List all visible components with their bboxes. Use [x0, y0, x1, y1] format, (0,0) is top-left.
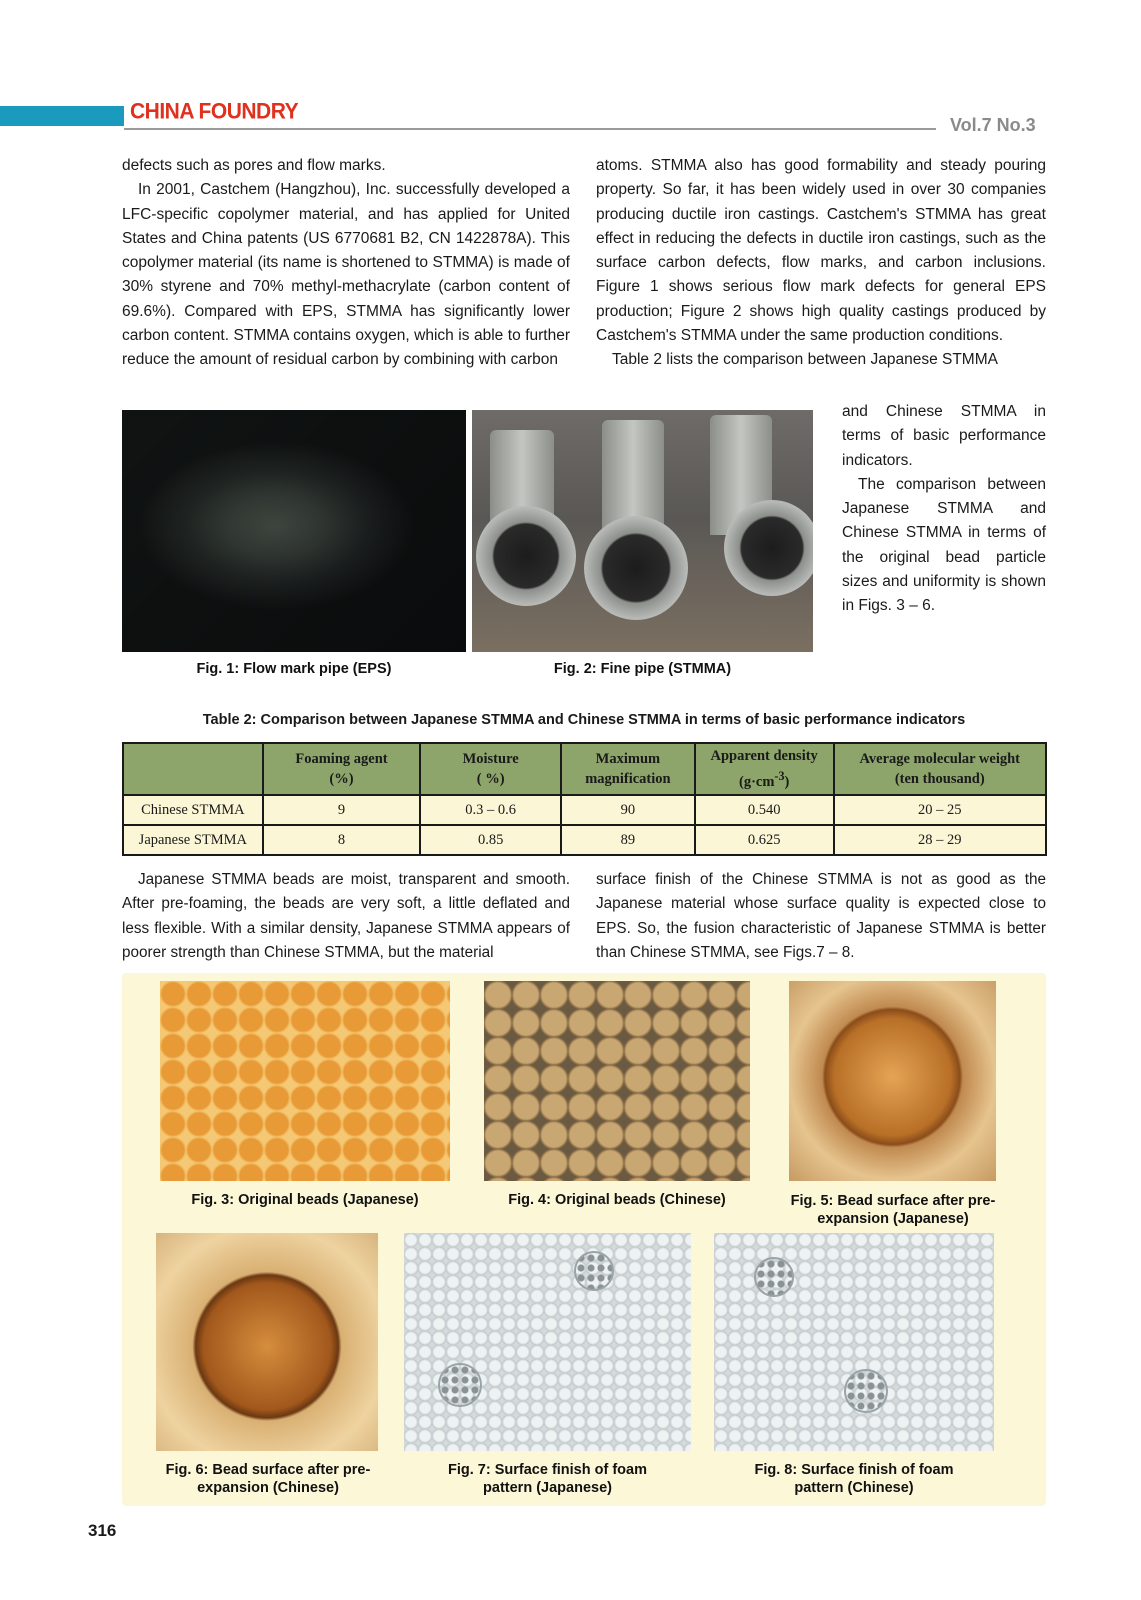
table-row	[123, 795, 1046, 825]
fig1-caption: Fig. 1: Flow mark pipe (EPS)	[196, 661, 392, 677]
table-cell: Japanese STMMA	[123, 825, 263, 855]
fig8-foam-surface-chinese-photo	[714, 1233, 994, 1451]
pipe-flange	[584, 516, 688, 620]
table-cell: 0.625	[695, 825, 834, 855]
header-rule	[124, 128, 936, 130]
pipe-flange	[724, 500, 813, 596]
comparison-table	[122, 742, 1047, 856]
text-column-right	[596, 154, 1046, 373]
table-header-cell: Maximum magnification	[561, 743, 695, 795]
fig3-caption: Fig. 3: Original beads (Japanese)	[191, 1192, 419, 1208]
table-cell: 0.540	[695, 795, 834, 825]
fig6-bead-surface-chinese-photo	[156, 1233, 378, 1451]
fig2-fine-pipe-photo	[472, 410, 813, 652]
paragraph: atoms. STMMA also has good formability and steady pouring property. So far, it has been widely used in over 30 companies producing ductile iron castings. Castchem's STMMA has great effect in reducing the defects in ductile iron castings, such as the surface carbon defects, flow marks, and carbon inclusions. Figure 1 shows serious flow mark defects for general EPS production; Figure 2 shows high quality castings produced by Castchem's STMMA under the same production conditions.	[596, 157, 1046, 345]
paragraph: defects such as pores and flow marks.	[122, 157, 386, 174]
journal-brand: CHINA FOUNDRY	[130, 99, 299, 124]
table-cell: 8	[263, 825, 421, 855]
vent-mark	[754, 1257, 794, 1297]
table-cell: 89	[561, 825, 695, 855]
text-column-lower-right	[596, 868, 1046, 965]
table-cell: 9	[263, 795, 421, 825]
paragraph: In 2001, Castchem (Hangzhou), Inc. successfully developed a LFC-specific copolymer material, and has applied for United States and China patents (US 6770681 B2, CN 1422878A). This copolymer material (its name is shortened to STMMA) is made of 30% styrene and 70% methyl-methacrylate (carbon content of 69.6%). Compared with EPS, STMMA has significantly lower carbon content. STMMA contains oxygen, which is able to further reduce the amount of residual carbon by combining with carbon	[122, 181, 570, 369]
table-cell: Chinese STMMA	[123, 795, 263, 825]
table-header-cell	[123, 743, 263, 795]
table-row	[123, 825, 1046, 855]
vent-mark	[574, 1251, 614, 1291]
table-cell: 90	[561, 795, 695, 825]
table-cell: 0.85	[420, 825, 561, 855]
header-accent-bar	[0, 106, 124, 126]
table-header-row	[123, 743, 1046, 795]
volume-label: Vol.7 No.3	[950, 115, 1036, 135]
table-header-cell: Foaming agent (%)	[263, 743, 421, 795]
fig7-caption: Fig. 7: Surface finish of foam pattern (Japanese)	[448, 1462, 647, 1496]
table-cell: 20 – 25	[834, 795, 1046, 825]
paragraph: and Chinese STMMA in terms of basic performance indicators.	[842, 403, 1046, 469]
table-header-cell: Apparent density $(g\cdot cm^{-3})$	[695, 743, 834, 795]
paragraph: Japanese STMMA beads are moist, transparent and smooth. After pre-foaming, the beads are very soft, a little deflated and less flexible. With a similar density, Japanese STMMA appears of poorer strength than Chinese STMMA, but the material	[122, 871, 570, 961]
text-column-left	[122, 154, 570, 373]
fig4-chinese-beads-photo	[484, 981, 750, 1181]
table-cell: 28 – 29	[834, 825, 1046, 855]
text-column-lower-left	[122, 868, 570, 965]
paragraph: Table 2 lists the comparison between Japanese STMMA	[612, 351, 998, 369]
paragraph: surface finish of the Chinese STMMA is not as good as the Japanese material whose surface quality is expected close to EPS. So, the fusion characteristic of Japanese STMMA is better than Chinese STMMA, see Figs.7 – 8.	[596, 871, 1046, 961]
fig5-caption: Fig. 5: Bead surface after pre- expansion (Japanese)	[790, 1193, 996, 1227]
fig7-foam-surface-japanese-photo	[404, 1233, 691, 1451]
table-header-cell: Moisture ( %)	[420, 743, 561, 795]
pipe-flange	[476, 506, 576, 606]
vent-mark	[438, 1363, 482, 1407]
table-title: Table 2: Comparison between Japanese STMMA and Chinese STMMA in terms of basic performance indicators	[202, 712, 966, 728]
paragraph: The comparison between Japanese STMMA and Chinese STMMA in terms of the original bead particle sizes and uniformity is shown in Figs. 3 – 6.	[842, 475, 1046, 615]
vent-mark	[844, 1369, 888, 1413]
text-column-side	[842, 400, 1046, 619]
fig8-caption: Fig. 8: Surface finish of foam pattern (Chinese)	[754, 1462, 954, 1496]
fig6-caption: Fig. 6: Bead surface after pre- expansion (Chinese)	[165, 1462, 371, 1496]
fig3-japanese-beads-photo	[160, 981, 450, 1181]
fig4-caption: Fig. 4: Original beads (Chinese)	[508, 1192, 726, 1208]
table-cell: 0.3 – 0.6	[420, 795, 561, 825]
page-number: 316	[88, 1521, 117, 1540]
fig1-flow-mark-pipe-photo	[122, 410, 466, 652]
table-header-cell: Average molecular weight (ten thousand)	[834, 743, 1046, 795]
fig2-caption: Fig. 2: Fine pipe (STMMA)	[553, 661, 732, 677]
fig5-bead-surface-japanese-photo	[789, 981, 996, 1181]
